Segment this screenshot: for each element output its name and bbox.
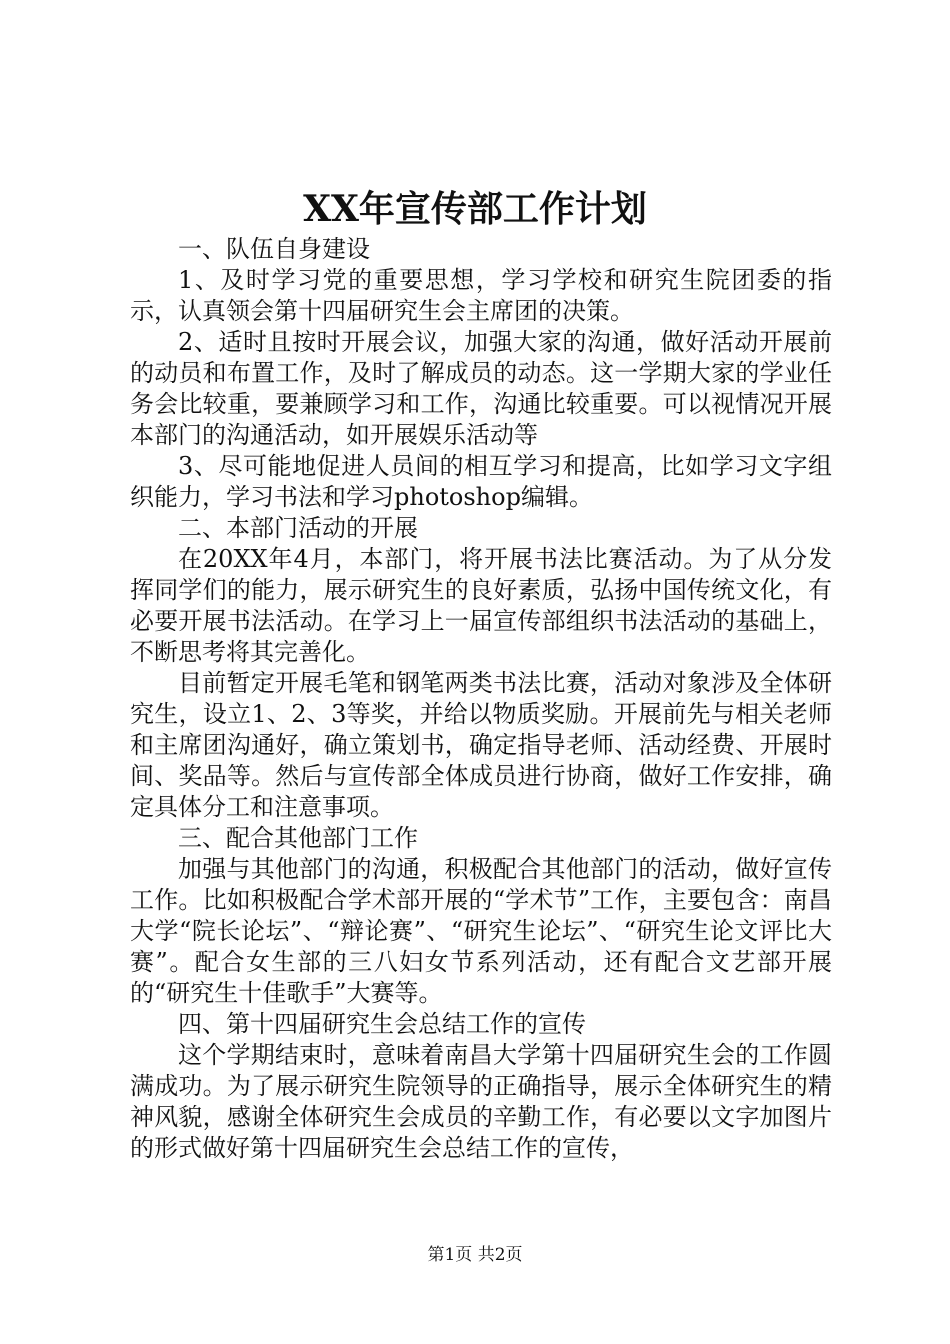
section-heading-1: 一、队伍自身建设 [178, 235, 370, 263]
section-heading-4: 四、第十四届研究生会总结工作的宣传 [178, 1010, 586, 1038]
paragraph-1-2: 2、适时且按时开展会议，加强大家的沟通，做好活动开展前的动员和布置工作，及时了解成员的动态。这一学期大家的学业任务会比较重，要兼顾学习和工作，沟通比较重要。可以视情况开展本部门的沟通活动，如开展娱乐活动等 [130, 328, 832, 449]
paragraph-1-1: 1、及时学习党的重要思想，学习学校和研究生院团委的指示，认真领会第十四届研究生会主席团的决策。 [130, 266, 832, 325]
document-title: XX年宣传部工作计划 [303, 188, 647, 230]
paragraph-3-1: 加强与其他部门的沟通，积极配合其他部门的活动，做好宣传工作。比如积极配合学术部开展的“学术节”工作，主要包含：南昌大学“院长论坛”、“辩论赛”、“研究生论坛”、“研究生论文评比大赛”。配合女生部的三八妇女节系列活动，还有配合文艺部开展的“研究生十佳歌手”大赛等。 [130, 855, 832, 1007]
paragraph-2-2: 目前暂定开展毛笔和钢笔两类书法比赛，活动对象涉及全体研究生，设立1、2、3等奖，并给以物质奖励。开展前先与相关老师和主席团沟通好，确立策划书，确定指导老师、活动经费、开展时间、奖品等。然后与宣传部全体成员进行协商，做好工作安排，确定具体分工和注意事项。 [130, 669, 832, 821]
paragraph-2-1: 在20XX年4月，本部门，将开展书法比赛活动。为了从分发挥同学们的能力，展示研究生的良好素质，弘扬中国传统文化，有必要开展书法活动。在学习上一届宣传部组织书法活动的基础上，不断思考将其完善化。 [130, 545, 832, 666]
paragraph-1-3: 3、尽可能地促进人员间的相互学习和提高，比如学习文字组织能力，学习书法和学习photoshop编辑。 [130, 452, 832, 511]
paragraph-4-1: 这个学期结束时，意味着南昌大学第十四届研究生会的工作圆满成功。为了展示研究生院领导的正确指导，展示全体研究生的精神风貌，感谢全体研究生会成员的辛勤工作，有必要以文字加图片的形式做好第十四届研究生会总结工作的宣传， [130, 1041, 832, 1162]
section-heading-2: 二、本部门活动的开展 [178, 514, 418, 542]
page-number-footer: 第1页 共2页 [427, 1245, 523, 1265]
document-body [130, 234, 832, 1164]
section-heading-3: 三、配合其他部门工作 [178, 824, 418, 852]
